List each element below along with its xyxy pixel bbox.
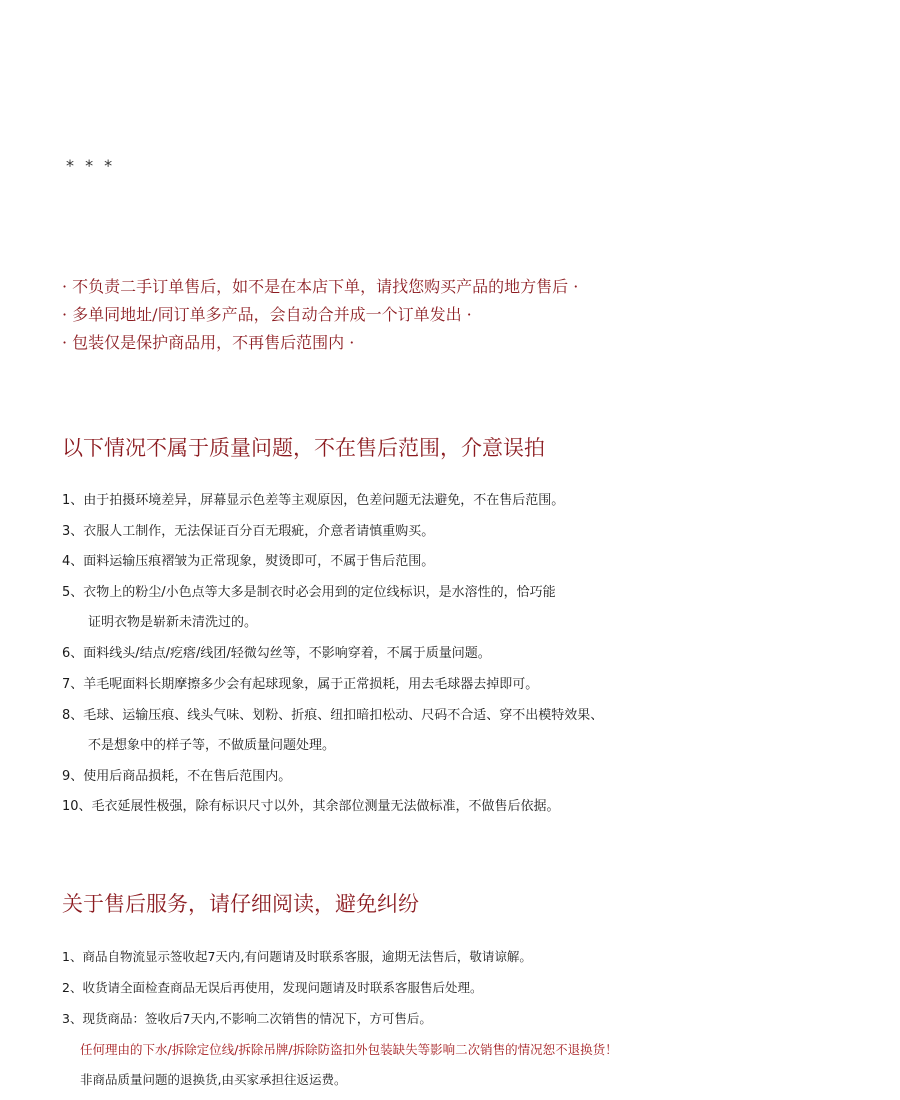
notice-item: · 不负责二手订单售后，如不是在本店下单，请找您购买产品的地方售后 · (62, 277, 579, 296)
list-item-continuation: 证明衣物是崭新未清洗过的。 (88, 615, 258, 630)
service-warning: 任何理由的下水/拆除定位线/拆除吊牌/拆除防盗扣外包装缺失等影响二次销售的情况恕不退换货！ (80, 1042, 618, 1057)
list-item: 5、衣物上的粉尘/小色点等大多是制衣时必会用到的定位线标识，是水溶性的，恰巧能 (62, 585, 556, 600)
service-item: 2、收货请全面检查商品无误后再使用，发现问题请及时联系客服售后处理。 (62, 980, 483, 995)
notice-item: · 多单同地址/同订单多产品，会自动合并成一个订单发出 · (62, 305, 472, 324)
list-item: 8、毛球、运输压痕、线头气味、划粉、折痕、纽扣暗扣松动、尺码不合适、穿不出模特效果、 (62, 708, 604, 723)
list-item-continuation: 不是想象中的样子等，不做质量问题处理。 (88, 738, 336, 753)
decorative-stars: * * * (66, 156, 116, 175)
list-item: 1、由于拍摄环境差异，屏幕显示色差等主观原因，色差问题无法避免，不在售后范围。 (62, 493, 565, 508)
section-title: 关于售后服务，请仔细阅读，避免纠纷 (62, 892, 419, 916)
list-item: 3、衣服人工制作，无法保证百分百无瑕疵，介意者请慎重购买。 (62, 524, 435, 539)
list-item: 10、毛衣延展性极强，除有标识尺寸以外，其余部位测量无法做标准，不做售后依据。 (62, 799, 560, 814)
section-title: 以下情况不属于质量问题，不在售后范围，介意误拍 (62, 436, 545, 460)
list-item: 9、使用后商品损耗，不在售后范围内。 (62, 769, 292, 784)
service-item: 1、商品自物流显示签收起7天内,有问题请及时联系客服，逾期无法售后，敬请谅解。 (62, 949, 532, 964)
list-item: 7、羊毛呢面料长期摩擦多少会有起球现象，属于正常损耗，用去毛球器去掉即可。 (62, 677, 539, 692)
service-item: 3、现货商品：签收后7天内,不影响二次销售的情况下，方可售后。 (62, 1011, 432, 1026)
list-item: 6、面料线头/结点/疙瘩/线团/轻微勾丝等，不影响穿着，不属于质量问题。 (62, 646, 491, 661)
notice-item: · 包装仅是保护商品用，不再售后范围内 · (62, 333, 355, 352)
list-item: 4、面料运输压痕褶皱为正常现象，熨烫即可，不属于售后范围。 (62, 554, 435, 569)
service-item-continuation: 非商品质量问题的退换货,由买家承担往返运费。 (80, 1072, 347, 1087)
